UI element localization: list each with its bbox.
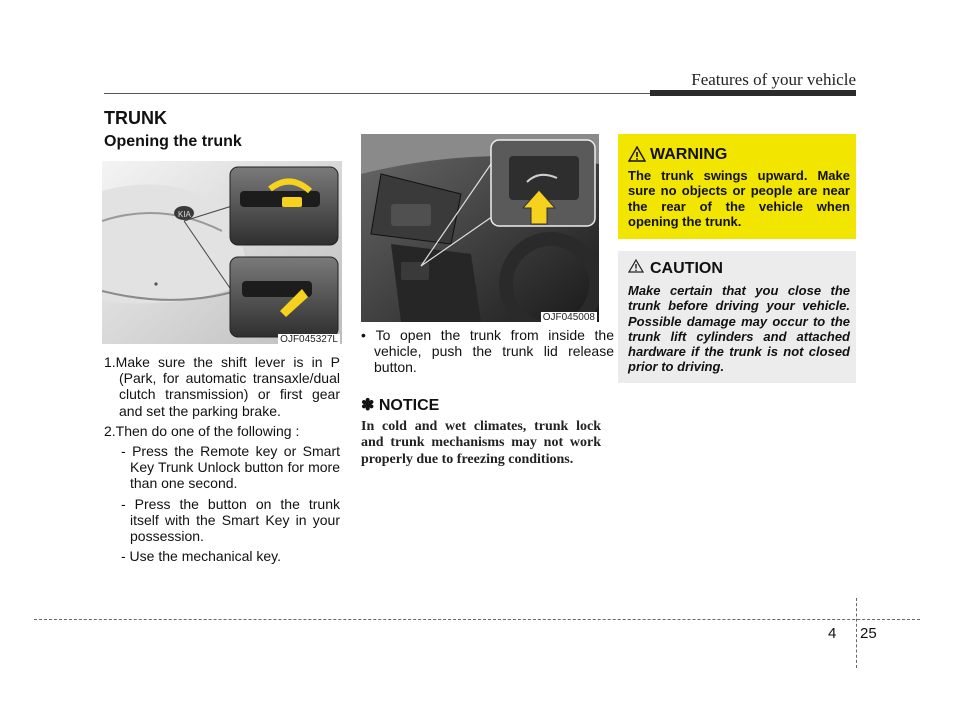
interior-release-illustration <box>361 134 599 322</box>
warning-box <box>618 134 856 239</box>
step-1: 1.Make sure the shift lever is in P (Park, for automatic transaxle/dual clutch transmission) or first gear and set the parking brake. <box>104 354 340 419</box>
caution-icon <box>628 259 644 278</box>
header-rule <box>104 93 650 94</box>
trunk-exterior-illustration <box>102 161 342 344</box>
notice-body: In cold and wet climates, trunk lock and trunk mechanisms may not work properly due to freezing conditions. <box>361 419 601 467</box>
footer-rule <box>34 619 920 620</box>
header-bar <box>650 90 856 96</box>
notice-title: ✽ NOTICE <box>361 397 440 414</box>
instructions <box>104 354 340 564</box>
warning-title: WARNING <box>650 146 728 163</box>
caution-title: CAUTION <box>650 260 723 277</box>
bullet-icon: • <box>361 327 376 343</box>
section-title: TRUNK <box>104 108 167 128</box>
step-2-option-3: - Use the mechanical key. <box>121 548 282 565</box>
figure-trunk-exterior <box>102 161 342 344</box>
figure-caption: OJF045008 <box>542 312 595 323</box>
step-2: 2.Then do one of the following : <box>104 422 300 439</box>
section-subtitle: Opening the trunk <box>104 133 242 150</box>
bullet-item <box>361 327 614 376</box>
page-number: 25 <box>860 625 877 642</box>
chapter-number: 4 <box>828 625 837 642</box>
figure-trunk-release-interior <box>361 134 599 322</box>
caution-body: Make certain that you close the trunk before driving your vehicle. Possible damage may occur to the trunk lift cylinders and attached hardware if the trunk is not closed prior to driving. <box>628 283 850 375</box>
svg-text:KIA: KIA <box>178 210 191 219</box>
caution-box <box>618 251 856 383</box>
step-2-option-2: - Press the button on the trunk itself with the Smart Key in your possession. <box>121 495 340 545</box>
warning-icon <box>628 146 646 167</box>
header-title: Features of your vehicle <box>691 70 856 89</box>
footer-divider <box>856 598 857 668</box>
figure-caption: OJF045327L <box>280 334 338 345</box>
step-2-option-1: - Press the Remote key or Smart Key Trunk Unlock button for more than one second. <box>121 443 340 492</box>
bullet-text: To open the trunk from inside the vehicle, push the trunk lid release button. <box>374 327 614 376</box>
warning-body: The trunk swings upward. Make sure no objects or people are near the rear of the vehicle when opening the trunk. <box>628 168 850 229</box>
